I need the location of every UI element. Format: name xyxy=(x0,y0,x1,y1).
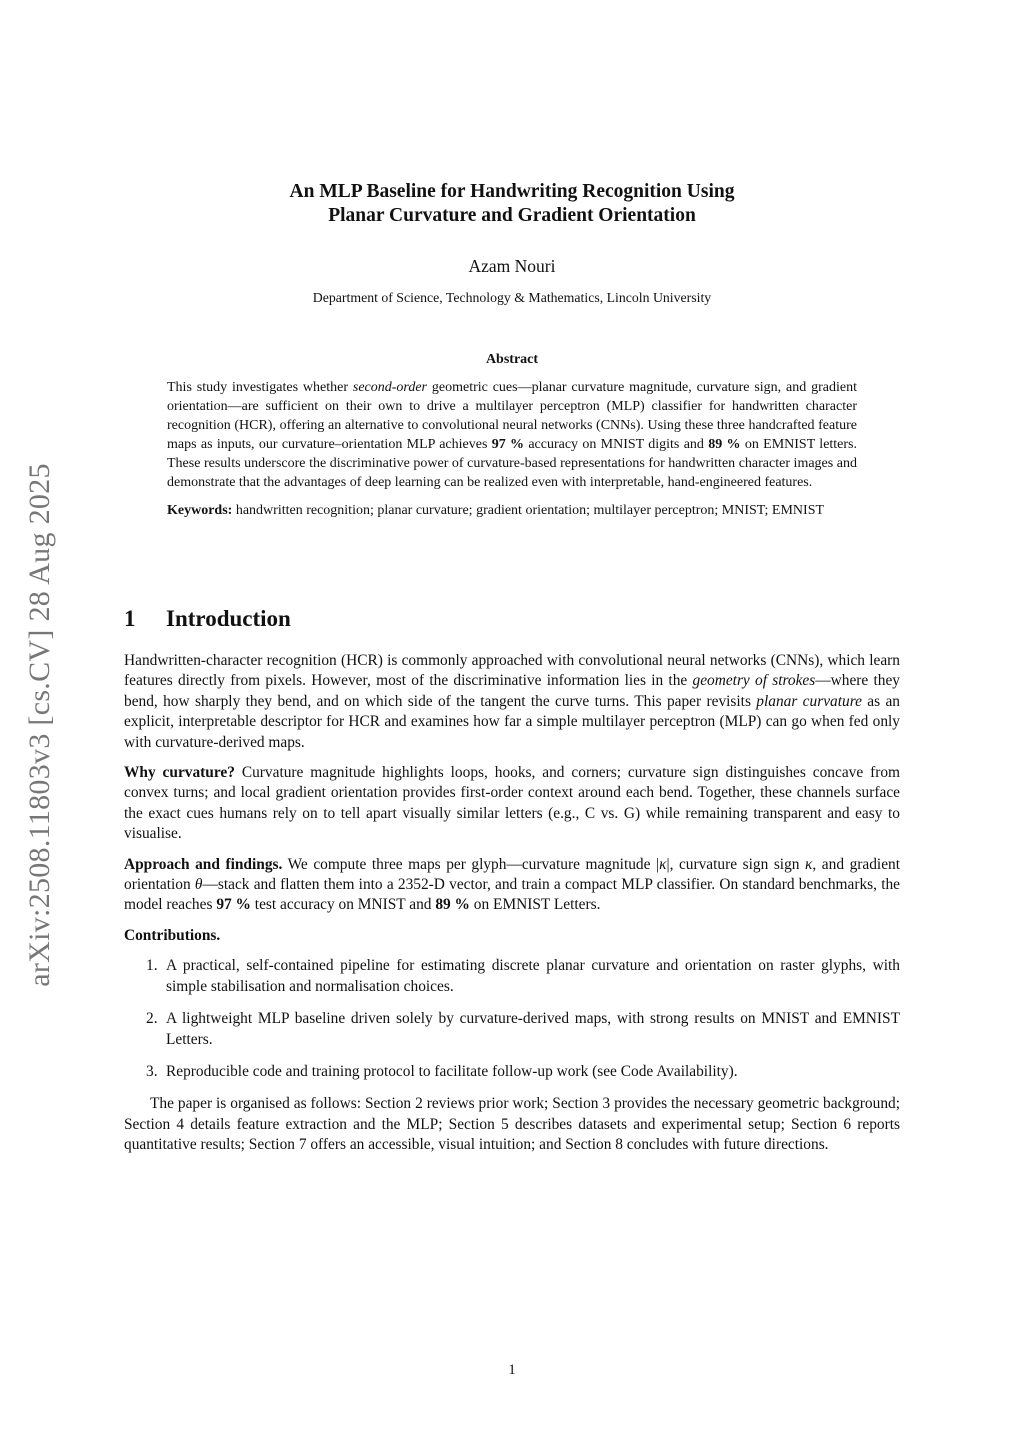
list-text: Reproducible code and training protocol to facilitate follow-up work (see Code Availability). xyxy=(166,1062,738,1080)
text-run: —stack and flatten them into a 2352-D vector, and train a compact MLP classifier. On standard benchmarks, the model reaches xyxy=(124,876,900,914)
text-run: on EMNIST letters. These results underscore the discriminative power of curvature-based representations for handwritten character images and demonstrate that the advantages of deep learning can be realized even with interpretable, hand-engineered features. xyxy=(167,437,858,490)
author: Azam Nouri xyxy=(468,256,556,276)
bold-text: 89 % xyxy=(435,896,470,914)
abstract-heading: Abstract xyxy=(485,352,539,367)
text-run: accuracy on MNIST digits and xyxy=(524,437,709,452)
abstract xyxy=(167,378,857,529)
bold-text: Approach and findings. xyxy=(124,855,283,873)
bold-text: Why curvature? xyxy=(124,764,235,782)
list-number: 1. xyxy=(146,957,158,975)
list-number: 2. xyxy=(146,1010,158,1028)
text-run: geometric cues—planar curvature magnitude, curvature sign, and gradient orientation—are sufficient on their own to drive a multilayer perceptron (MLP) classifier for handwritten character recognition (HCR), offering an alternative to convolutional neural networks (CNNs). Using these three handcrafted feature maps as inputs, our curvature–orientation MLP achieves xyxy=(167,380,857,452)
list-text: A lightweight MLP baseline driven solely by curvature-derived maps, with strong results on MNIST and EMNIST Letters. xyxy=(166,1010,900,1048)
list-item xyxy=(124,1062,900,1082)
bold-text: 89 % xyxy=(708,437,741,452)
paragraph xyxy=(124,651,900,753)
paragraph-why-curvature xyxy=(124,763,900,845)
list-item xyxy=(124,956,900,997)
bold-text: Keywords: xyxy=(167,503,233,518)
paragraph-organisation: The paper is organised as follows: Section 2 reviews prior work; Section 3 provides the necessary geometric background; Section 4 details feature extraction and the MLP; Section 5 describes datasets and experimental setup; Section 6 reports quantitative results; Section 7 offers an accessible, visual intuition; and Section 8 concludes with future directions. xyxy=(124,1095,900,1154)
italic-text: planar curvature xyxy=(756,692,862,710)
abstract-paragraph xyxy=(167,378,857,492)
italic-text: θ xyxy=(194,876,203,894)
italic-text: κ xyxy=(805,855,813,873)
page-number: 1 xyxy=(508,1362,516,1378)
italic-text: geometry of strokes xyxy=(692,672,816,690)
text-run: |, curvature sign sign xyxy=(666,855,806,873)
section-heading xyxy=(124,606,291,632)
text-run: as an explicit, interpretable descriptor for HCR and examines how far a simple multilayer perceptron (MLP) can go when fed only with curvature-derived maps. xyxy=(124,692,900,751)
paragraph-approach xyxy=(124,855,900,916)
text-run: handwritten recognition; planar curvature; gradient orientation; multilayer perceptron; MNIST; EMNIST xyxy=(232,503,825,518)
text-run: —where they bend, how sharply they bend, and on which side of the tangent the curve turns. This paper revisits xyxy=(124,672,900,710)
bold-text: 97 % xyxy=(216,896,251,914)
bold-text: Contributions. xyxy=(124,926,221,944)
text-run: , and gradient orientation xyxy=(124,855,900,894)
contributions-list xyxy=(124,956,900,1082)
text-run: Curvature magnitude highlights loops, hooks, and corners; curvature sign distinguishes concave from convex turns; and local gradient orientation provides first-order context around each bend. Together, these channels surface the exact cues humans rely on to tell apart visually similar letters (e.g., C vs. G) while remaining transparent and easy to visualise. xyxy=(124,764,900,843)
keywords xyxy=(167,501,857,520)
list-text: A practical, self-contained pipeline for estimating discrete planar curvature and orientation on raster glyphs, with simple stabilisation and normalisation choices. xyxy=(166,957,900,995)
list-item xyxy=(124,1009,900,1050)
section-body xyxy=(124,651,900,1166)
section-number: 1 xyxy=(124,606,136,631)
text-run: This study investigates whether xyxy=(167,380,353,395)
title-line: An MLP Baseline for Handwriting Recognition Using xyxy=(289,181,735,202)
text-run: test accuracy on MNIST and xyxy=(250,896,436,914)
text-run: on EMNIST Letters. xyxy=(469,896,601,914)
text-run: Handwritten-character recognition (HCR) is commonly approached with convolutional neural networks (CNNs), which learn features directly from pixels. However, most of the discriminative information lies in the xyxy=(124,652,900,690)
paper-title xyxy=(0,180,1024,228)
arxiv-side-label: arXiv:2508.11803v3 [cs.CV] 28 Aug 2025 xyxy=(23,463,56,987)
text-run: We compute three maps per glyph—curvature magnitude | xyxy=(282,855,660,873)
affiliation: Department of Science, Technology & Mathematics, Lincoln University xyxy=(312,290,712,305)
title-line: Planar Curvature and Gradient Orientation xyxy=(328,205,696,226)
contributions-heading xyxy=(124,926,900,946)
bold-text: 97 % xyxy=(491,437,525,452)
list-number: 3. xyxy=(146,1062,158,1080)
italic-text: κ xyxy=(659,855,667,873)
section-title: Introduction xyxy=(166,606,291,631)
italic-text: second-order xyxy=(352,380,428,395)
